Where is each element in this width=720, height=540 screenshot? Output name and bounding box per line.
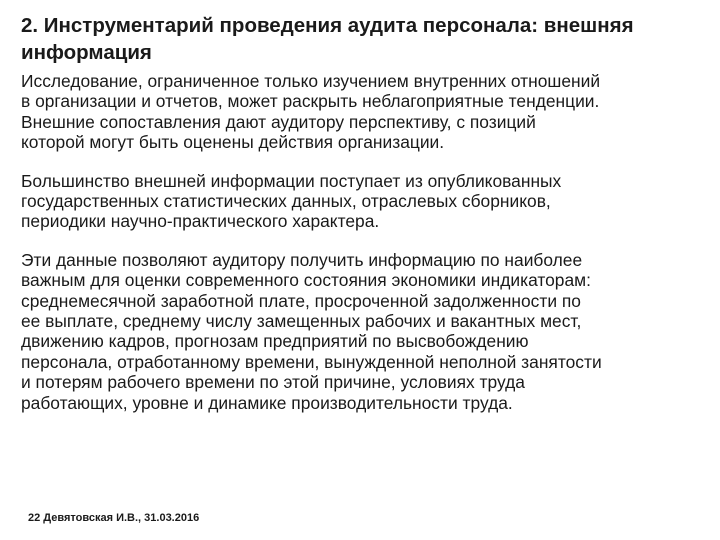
slide-title-line: 2. Инструментарий проведения аудита персонала: внешняя <box>21 14 634 37</box>
paragraph-indicators <box>21 250 706 413</box>
text-line: работающих, уровне и динамике производительности труда. <box>21 392 513 413</box>
text-line: Эти данные позволяют аудитору получить информацию по наиболее <box>21 249 583 270</box>
text-line: важным для оценки современного состояния экономики индикаторам: <box>21 270 591 291</box>
paragraph-external-sources <box>21 171 706 232</box>
slide-footer: 22 Девятовская И.В., 31.03.2016 <box>28 512 200 524</box>
text-line: персонала, отработанному времени, вынужденной неполной занятости <box>21 351 602 372</box>
text-line: ее выплате, среднему числу замещенных рабочих и вакантных мест, <box>21 311 582 332</box>
text-line: движению кадров, прогнозам предприятий по высвобождению <box>21 331 529 352</box>
text-line: и потерям рабочего времени по этой причине, условиях труда <box>21 372 525 393</box>
text-line: периодики научно-практического характера. <box>21 211 380 232</box>
slide-title <box>21 12 701 66</box>
text-line: Исследование, ограниченное только изучением внутренних отношений <box>21 71 601 91</box>
text-line: государственных статистических данных, отраслевых сборников, <box>21 191 551 212</box>
text-line: среднемесячной заработной плате, просроченной задолженности по <box>21 290 581 311</box>
text-line: Большинство внешней информации поступает из опубликованных <box>21 170 562 191</box>
text-line: Внешние сопоставления дают аудитору перспективу, с позиций <box>21 111 536 132</box>
paragraph-internal-limits <box>21 71 706 153</box>
text-line: в организации и отчетов, может раскрыть неблагоприятные тенденции. <box>21 91 600 112</box>
text-line: которой могут быть оценены действия организации. <box>21 132 445 153</box>
slide-body <box>21 71 706 431</box>
slide-title-line: информация <box>21 41 152 64</box>
